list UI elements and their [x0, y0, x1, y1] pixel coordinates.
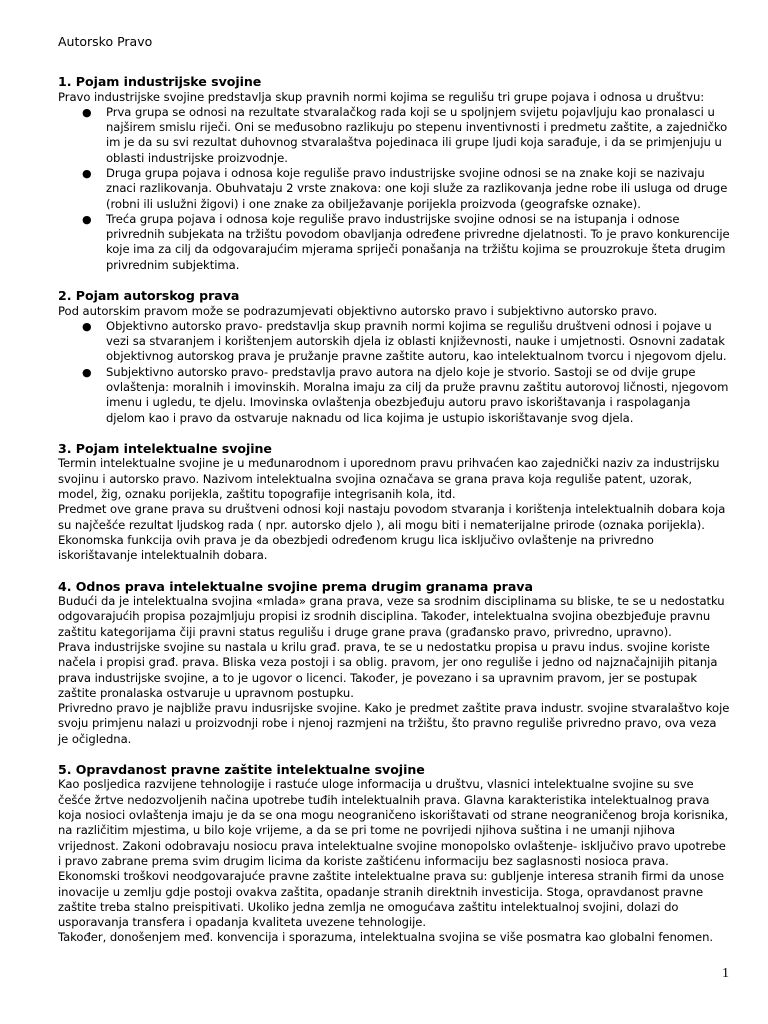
list-item — [82, 211, 730, 273]
list-item-text: Subjektivno autorsko pravo- predstavlja pravo autora na djelo koje je stvorio. Sastoji se od dvije grupe ovlaštenja: moralnih i imovinskih. Moralna imaju za cilj da pruže pravnu zaštitu autorovoj ličnosti, njegovom imenu i ugledu, te djelu. Imovinska ovlaštenja obezbjeđuju autoru pravo iskorištavanja i raspolaganja djelom kao i pravo da ostvaruje naknadu od lica kojima je ustupio iskorištavanje svog djela. — [106, 364, 729, 425]
document-body — [58, 74, 730, 961]
section-2 — [58, 288, 730, 426]
section-heading: 5. Opravdanost pravne zaštite intelektualne svojine — [58, 761, 425, 777]
bullet-list — [58, 319, 730, 426]
bullet-icon: ● — [82, 212, 92, 226]
page-number: 1 — [722, 966, 729, 981]
list-item-text: Druga grupa pojava i odnosa koje reguliše pravo industrijske svojine odnosi se na znake koji se nazivaju znaci razlikovanja. Obuhvataju 2 vrste znakova: one koji služe za razlikovanja jedne robe ili usluga od druge (robni ili uslužni žigovi) i one znake za obilježavanje porijekla proizvoda (geografske oznake). — [106, 165, 728, 211]
section-4 — [58, 579, 730, 747]
paragraph: Pod autorskim pravom može se podrazumjevati objektivno autorsko pravo i subjektivno autorsko pravo. — [58, 303, 658, 318]
section-3 — [58, 441, 730, 564]
bullet-icon: ● — [82, 319, 92, 333]
bullet-list — [58, 105, 730, 273]
list-item-text: Treća grupa pojava i odnosa koje reguliše pravo industrijske svojine odnosi se na istupanja i odnose privrednih subjekata na tržištu povodom obavljanja određene privredne djelatnosti. To je pravo konkurencije koje ima za cilj da odgovarajućim mjerama spriječi ponašanja na tržištu kojima se prouzrokuje šteta drugim privrednim subjektima. — [106, 211, 730, 272]
bullet-icon: ● — [82, 105, 92, 119]
paragraph: Privredno pravo je najbliže pravu indusrijske svojine. Kako je predmet zaštite prava industr. svojine stvaralaštvo koje svoju primjenu nalazi u proizvodnji robe i njenoj razmjeni na tržištu, što pravno reguliše privredno pravo, ova veza je očigledna. — [58, 701, 730, 746]
list-item — [82, 364, 730, 426]
list-item-text: Prva grupa se odnosi na rezultate stvaralačkog rada koji se u spoljnjem svijetu pojavljuju kao pronalasci u najširem smislu riječi. Oni se međusobno razlikuju po stepenu inventivnosti i predmetu zaštite, a zajedničko im je da su svi rezultat duhovnog stvaralaštva pojedinaca ili grupe ljudi koja sarađuje, i da se primjenjuju u oblasti industrijske proizvodnje. — [106, 104, 728, 165]
paragraph: Također, donošenjem međ. konvencija i sporazuma, intelektualna svojina se više posmatra kao globalni fenomen. — [58, 930, 714, 945]
section-heading: 3. Pojam intelektualne svojine — [58, 440, 272, 456]
page-header: Autorsko Pravo — [58, 34, 153, 49]
list-item — [82, 165, 730, 212]
section-heading: 1. Pojam industrijske svojine — [58, 74, 262, 89]
bullet-icon: ● — [82, 166, 92, 180]
paragraph: Prava industrijske svojine su nastala u krilu građ. prava, te se u nedostatku propisa u pravu indus. svojine koriste načela i propisi građ. prava. Bliska veza postoji i sa oblig. pravom, jer ono reguliše i jedno od najznačajnijih pitanja prava industrijske svojine, a to je ugovor o licenci. Također, je povezano i sa upravnim pravom, jer se postupak zaštite pronalaska ostvaruje u upravnom postupku. — [58, 639, 718, 700]
section-5 — [58, 762, 730, 946]
paragraph: Pravo industrijske svojine predstavlja skup pravnih normi kojima se regulišu tri grupe pojava i odnosa u društvu: — [58, 89, 705, 104]
section-heading: 2. Pojam autorskog prava — [58, 288, 240, 304]
list-item — [82, 104, 730, 166]
section-heading: 4. Odnos prava intelektualne svojine prema drugim granama prava — [58, 578, 533, 594]
paragraph: Kao posljedica razvijene tehnologije i rastuće uloge informacija u društvu, vlasnici intelektualne svojine su sve češće žrtve nedozvoljenih načina upotrebe tuđih intelektualnih prava. Glavna karakteristika intelektualnog prava koja nosioci ovlaštenja imaju je da se ona mogu neograničeno iskorištavati od strane neograničenog broja korisnika, na različitim mjestima, u bilo koje vrijeme, a da se pri tome ne povrijedi njihova suština i ne umanji njihova vrijednost. Zakoni odobravaju nosiocu prava intelektualne svojine monopolsko ovlaštenje- isključivo pravo upotrebe i pravo zabrane prema svim drugim licima da koriste zaštićenu informaciju bez saglasnosti nosioca prava. Ekonomski troškovi neodgovarajuće pravne zaštite intelektualne prava su: gubljenje interesa stranih firmi da unose inovacije u zemlju gdje postoji ovakva zaštita, opadanje stranih direktnih investicija. Stoga, opravdanost pravne zaštite treba stalno preispitivati. Ukoliko jedna zemlja ne omogućava zaštitu intelektualnoj svojini, dolazi do usporavanja transfera i opadanja kvaliteta uvezene tehnologije. — [58, 777, 729, 930]
paragraph: Budući da je intelektualna svojina «mlada» grana prava, veze sa srodnim disciplinama su bliske, te se u nedostatku odgovarajućih propisa pozajmljuju propisi iz srodnih disciplina. Također, intelektualna svojina obezbjeđuje pravnu zaštitu kategorijama čiji pravni status regulišu i druge grane prava (građansko pravo, privredno, upravno). — [58, 594, 725, 639]
bullet-icon: ● — [82, 365, 92, 379]
list-item — [82, 318, 730, 365]
paragraph: Predmet ove grane prava su društveni odnosi koji nastaju povodom stvaranja i korištenja intelektualnih dobara koja su najčešće rezultat ljudskog rada ( npr. autorsko djelo ), ali mogu biti i nematerijalne prirode (oznaka porijekla). — [58, 502, 726, 532]
section-1 — [58, 74, 730, 273]
paragraph: Termin intelektualne svojine je u međunarodnom i uporednom pravu prihvaćen kao zajednički naziv za industrijsku svojinu i autorsko pravo. Nazivom intelektualna svojina označava se grana prava koja reguliše patent, uzorak, model, žig, oznaku porijekla, zaštitu topografije integrisanih kola, itd. — [58, 456, 720, 502]
paragraph: Ekonomska funkcija ovih prava je da obezbjedi određenom krugu lica isključivo ovlaštenje na privredno iskorištavanje intelektualnih dobara. — [58, 532, 654, 563]
list-item-text: Objektivno autorsko pravo- predstavlja skup pravnih normi kojima se regulišu društveni odnosi i pojave u vezi sa stvaranjem i korištenjem autorskih djela iz oblasti književnosti, nauke i umjetnosti. Osnovni zadatak objektivnog autorskog prava je pružanje pravne zaštite autoru, kao intelektualnom tvorcu i njegovom djelu. — [106, 318, 727, 364]
